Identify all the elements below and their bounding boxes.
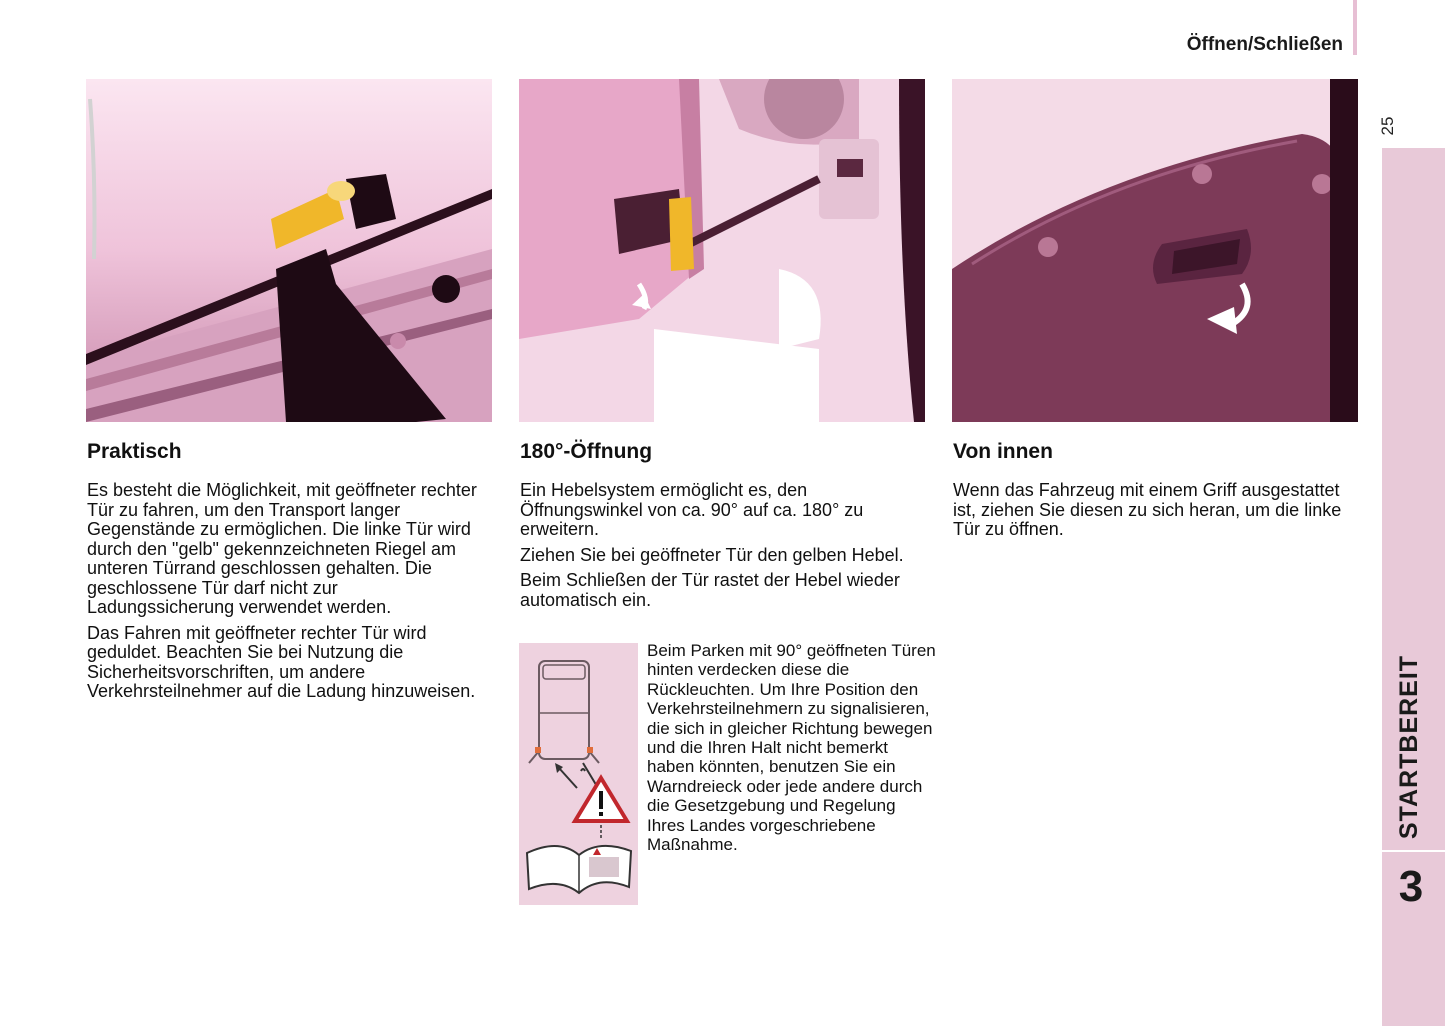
- chapter-number: 3: [1398, 862, 1424, 911]
- lever-illustration-svg: [519, 79, 925, 422]
- heading-180-oeffnung: 180°-Öffnung: [520, 440, 653, 463]
- text-praktisch: [87, 481, 489, 708]
- lever-illustration: [519, 79, 925, 422]
- paragraph: Ziehen Sie bei geöffneter Tür den gelben Hebel.: [520, 544, 904, 565]
- heading-praktisch: Praktisch: [87, 440, 182, 463]
- latch-illustration-svg: [86, 79, 492, 422]
- page-section-title: Öffnen/Schließen: [1186, 34, 1343, 55]
- paragraph: Beim Schließen der Tür rastet der Hebel wieder automatisch ein.: [520, 570, 900, 610]
- chapter-tab-divider: [1382, 850, 1445, 852]
- text-von-innen: [953, 481, 1355, 546]
- page-number: 25: [1378, 116, 1397, 136]
- inner-handle-illustration: [952, 79, 1358, 422]
- heading-von-innen: Von innen: [953, 440, 1053, 463]
- paragraph: Ein Hebelsystem ermöglicht es, den Öffnungswinkel von ca. 90° auf ca. 180° zu erweitern.: [520, 480, 864, 539]
- warning-note-svg: [519, 643, 638, 905]
- chapter-label: STARTBEREIT: [1395, 654, 1423, 840]
- header-divider: [1353, 0, 1357, 55]
- paragraph: Es besteht die Möglichkeit, mit geöffneter rechter Tür zu fahren, um den Transport langer Gegenstände zu ermöglichen. Die linke Tür wird durch den "gelb" gekennzeichneten Riegel am unteren Türrand geschlossen gehalten. Die geschlossene Tür darf nicht zur Ladungssicherung verwendet werden.: [87, 480, 477, 617]
- inner-handle-illustration-svg: [952, 79, 1358, 422]
- warning-note-figure: [519, 643, 638, 905]
- parking-warning-note: Beim Parken mit 90° geöffneten Türen hinten verdecken diese die Rückleuchten. Um Ihre Position den Verkehrsteilnehmern zu signalisieren, die sich in gleicher Richtung bewegen und die Ihren Halt nicht bemerkt haben könnten, benutzen Sie ein Warndreieck oder jede andere durch die Gesetzgebung und Regelung Ihres Landes vorgeschriebene Maßnahme.: [647, 641, 936, 855]
- paragraph: Das Fahren mit geöffneter rechter Tür wird geduldet. Beachten Sie bei Nutzung die Sicherheitsvorschriften, um andere Verkehrsteilnehmer auf die Ladung hinzuweisen.: [87, 622, 476, 701]
- latch-illustration: [86, 79, 492, 422]
- text-180-oeffnung: [520, 481, 910, 616]
- paragraph: Wenn das Fahrzeug mit einem Griff ausgestattet ist, ziehen Sie diesen zu sich heran, um die linke Tür zu öffnen.: [953, 480, 1342, 539]
